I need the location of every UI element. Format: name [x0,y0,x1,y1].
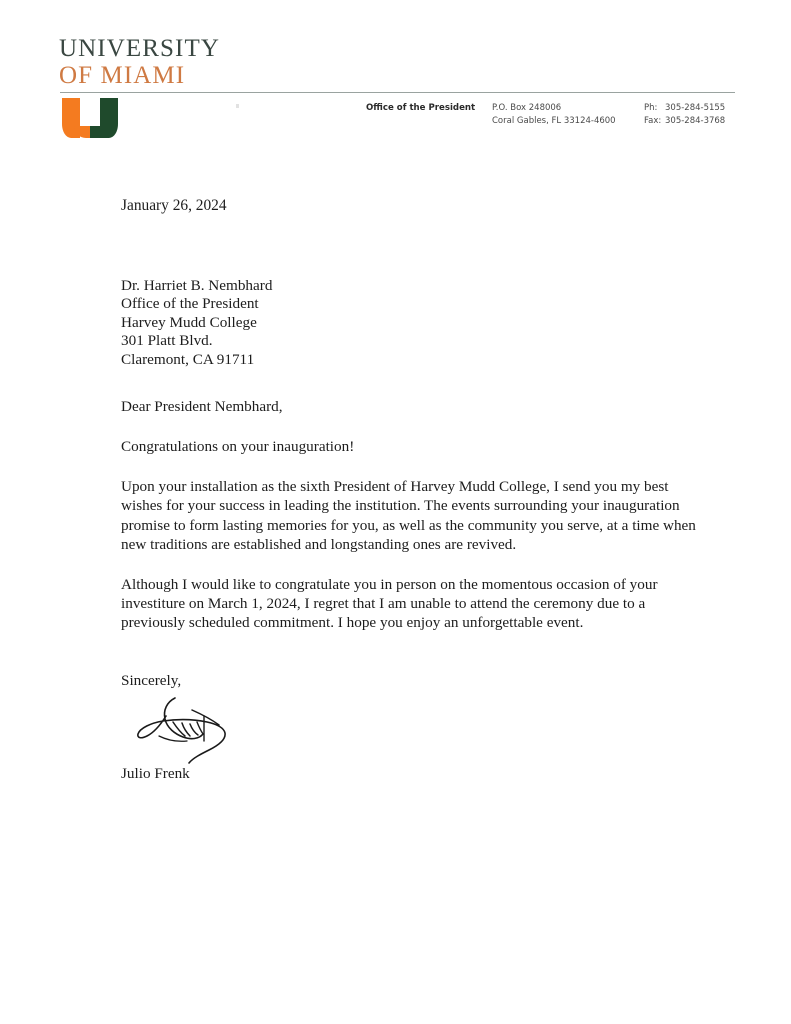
address-line-1: P.O. Box 248006 [492,103,562,113]
recipient-title: Office of the President [121,295,259,313]
letterhead-contact-block [366,102,746,127]
fax-label: Fax: [644,115,662,126]
handwritten-signature [129,692,289,764]
letter-paragraph-3: Although I would like to congratulate you in person on the momentous occasion of your investiture on March 1, 2024, I regret that I am unable to attend the ceremony due to a previously scheduled commitment. I hope you enjoy an unforgettable event. [121,576,658,632]
letter-date: January 26, 2024 [121,197,227,214]
phone-row [644,102,744,115]
recipient-street: 301 Platt Blvd. [121,332,213,350]
wordmark-line-university: UNIVERSITY [59,35,220,62]
phone-value: 305-284-5155 [665,103,726,113]
office-of-the-president-label: Office of the President [366,103,476,113]
contact-row-second [366,115,746,128]
letter-salutation: Dear President Nembhard, [121,398,283,416]
phone-label: Ph: [644,103,658,113]
recipient-name: Dr. Harriet B. Nembhard [121,277,273,294]
recipient-organization: Harvey Mudd College [121,313,257,331]
address-line-2: Coral Gables, FL 33124-4600 [492,115,616,126]
fax-value: 305-284-3768 [665,115,726,126]
letter-paragraph-1: Congratulations on your inauguration! [121,438,355,456]
recipient-address-block [121,277,701,369]
recipient-city-state-zip: Claremont, CA 91711 [121,350,255,368]
scan-artifact-speck [236,104,239,108]
signer-name: Julio Frenk [121,764,190,782]
letter-closing: Sincerely, [121,671,182,689]
signature-ink-strokes [129,692,279,764]
wordmark-line-of-miami: OF MIAMI [59,62,186,89]
university-wordmark [59,36,220,88]
miami-u-logo-icon [62,98,124,138]
letter-paragraph-2: Upon your installation as the sixth President of Harvey Mudd College, I send you my best wishes for your success in leading the institution. The events surrounding your inauguration promise to form lasting memories for you, as well as the community you serve, at a time when new traditions are established and longstanding ones are revived. [121,478,696,553]
contact-row-first [366,102,746,115]
letterhead-divider-rule [60,92,735,93]
fax-row [644,115,744,128]
letterhead [0,0,791,150]
letter-body [121,196,701,783]
